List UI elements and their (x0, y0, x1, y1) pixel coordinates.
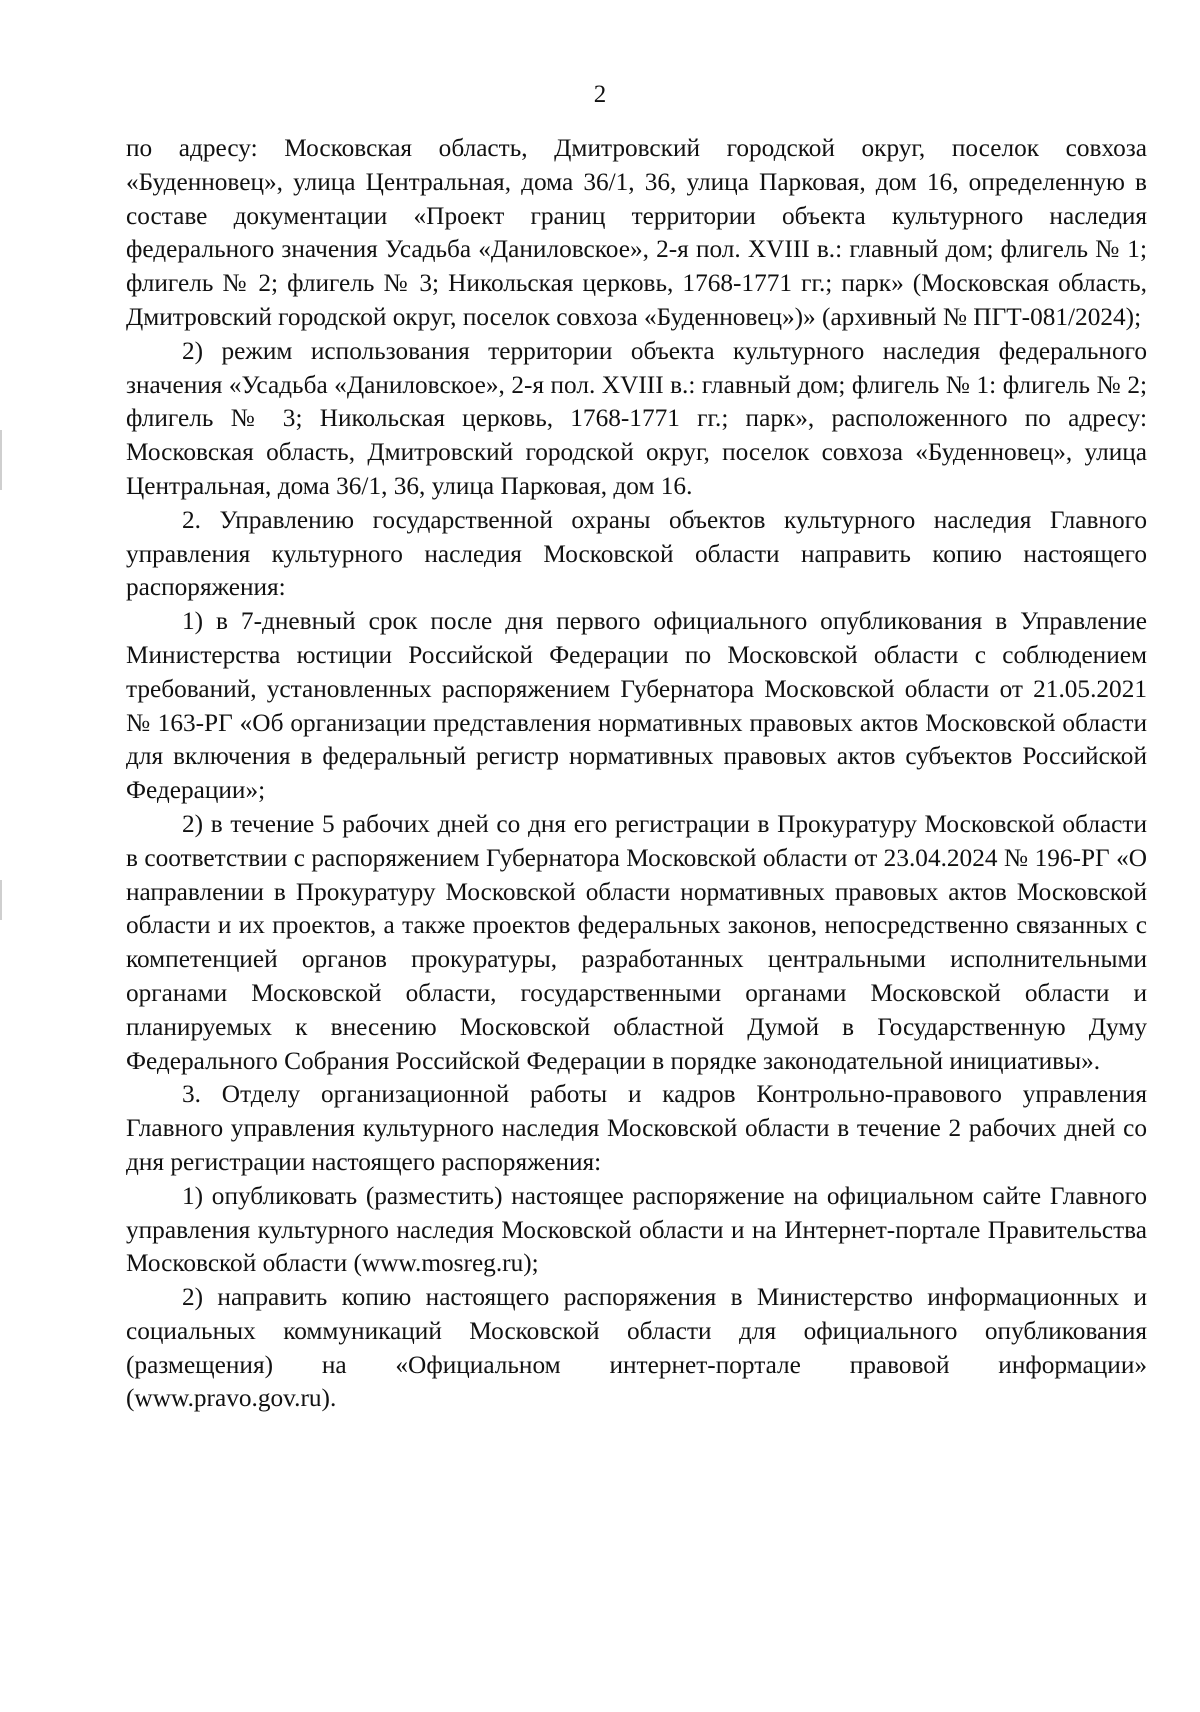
paragraph-section-3: 3. Отделу организационной работы и кадров Контрольно-правового управления Главного управления культурного наследия Московской области в течение 2 рабочих дней со дня регистрации настоящего распоряжения: (126, 1080, 1147, 1176)
paragraph-section-2: 2. Управлению государственной охраны объектов культурного наследия Главного управления культурного наследия Московской области направить копию настоящего распоряжения: (126, 505, 1147, 602)
paragraph-section-3-item-1: 1) опубликовать (разместить) настоящее распоряжение на официальном сайте Главного управления культурного наследия Московской области и на Интернет-портале Правительства Московской области (www.mosreg.ru); (126, 1181, 1147, 1278)
paragraph-section-2-item-2: 2) в течение 5 рабочих дней со дня его регистрации в Прокуратуру Московской области в соответствии с распоряжением Губернатора Московской области от 23.04.2024 № 196-РГ «О направлении в Прокуратуру Московской области нормативных правовых актов Московской области и их проектов, а также проектов федеральных законов, непосредственно связанных с компетенцией органов прокуратуры, разработанных центральными исполнительными органами Московской области, государственными органами Московской области и планируемых к внесению Московской областной Думой в Государственную Думу Федерального Собрания Российской Федерации в порядке законодательной инициативы». (126, 809, 1147, 1075)
scan-margin-mark (0, 430, 2, 490)
paragraph-section-2-item-1: 1) в 7-дневный срок после дня первого официального опубликования в Управление Министерства юстиции Российской Федерации по Московской области с соблюдением требований, установленных распоряжением Губернатора Московской области от 21.05.2021 № 163-РГ «Об организации представления нормативных правовых актов Московской области для включения в федеральный регистр нормативных правовых актов субъектов Российской Федерации»; (126, 607, 1147, 805)
document-body (126, 132, 1147, 1416)
paragraph-item-2-regime: 2) режим использования территории объекта культурного наследия федерального значения «Усадьба «Даниловское», 2-я пол. XVIII в.: главный дом; флигель № 1: флигель № 2; флигель № 3; Никольская церковь, 1768-1771 гг.; парк», расположенного по адресу: Московская область, Дмитровский городской округ, поселок совхоза «Буденновец», улица Центральная, дома 36/1, 36, улица Парковая, дом 16. (126, 336, 1147, 500)
paragraph-section-3-item-2: 2) направить копию настоящего распоряжения в Министерство информационных и социальных коммуникаций Московской области для официального опубликования (размещения) на «Официальном интернет-портале правовой информации» (www.pravo.gov.ru). (126, 1283, 1147, 1413)
scan-margin-mark (0, 880, 2, 920)
page-number: 2 (593, 81, 607, 108)
paragraph-address-continuation: по адресу: Московская область, Дмитровский городской округ, поселок совхоза «Буденновец», улица Центральная, дома 36/1, 36, улица Парковая, дом 16, определенную в составе документации «Проект границ территории объекта культурного наследия федерального значения Усадьба «Даниловское», 2-я пол. XVIII в.: главный дом; флигель № 1; флигель № 2; флигель № 3; Никольская церковь, 1768-1771 гг.; парк» (Московская область, Дмитровский городской округ, поселок совхоза «Буденновец»)» (архивный № ПГТ-081/2024); (126, 134, 1147, 331)
